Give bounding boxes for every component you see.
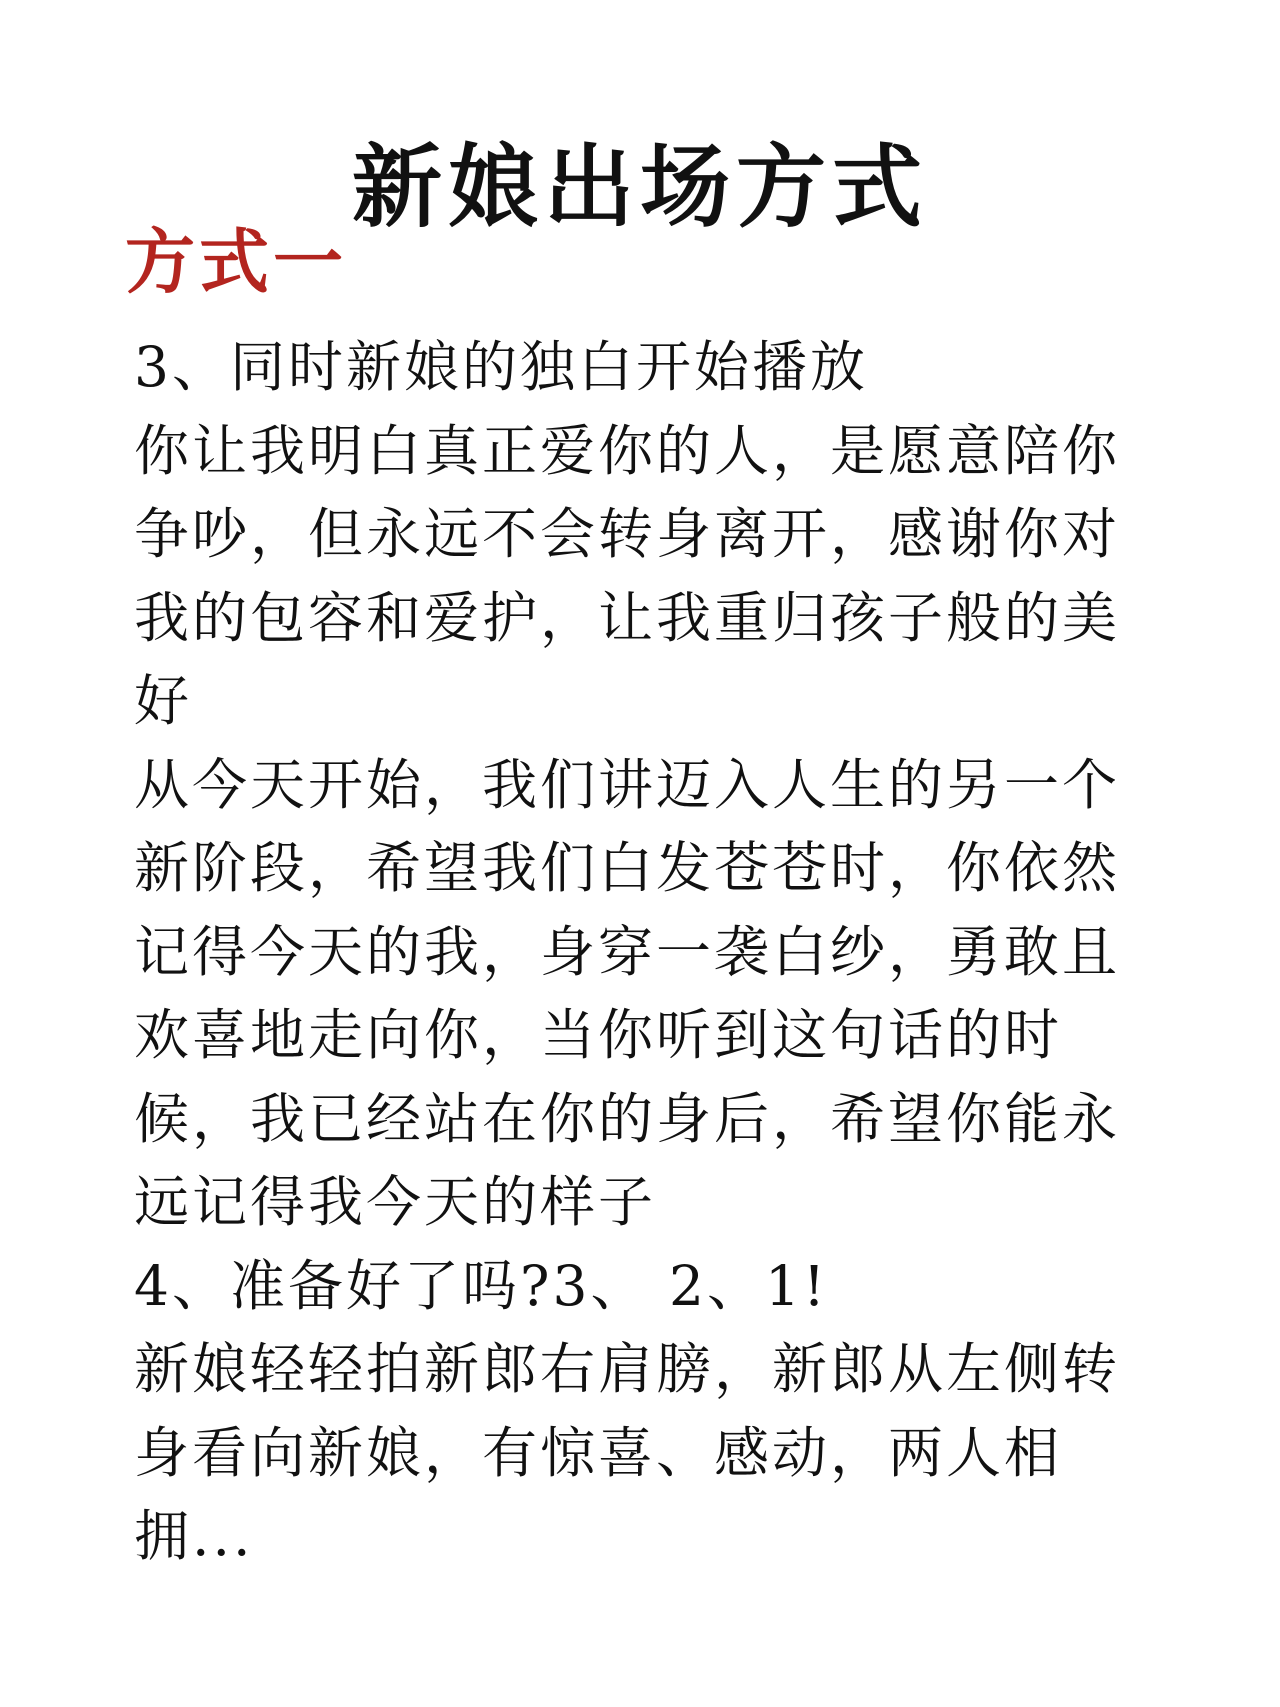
text-line: 新阶段，希望我们白发苍苍时，你依然 [134, 836, 1121, 900]
text-line: 欢喜地走向你，当你听到这句话的时 [134, 1003, 1063, 1067]
text-line: 4、准备好了吗?3、 2、1! [134, 1253, 829, 1318]
section-heading: 方式一 [125, 220, 347, 303]
text-line: 你让我明白真正爱你的人，是愿意陪你 [134, 418, 1121, 483]
monologue-paragraph-2 [134, 744, 1154, 1245]
text-line: 好 [134, 669, 193, 733]
text-line: 候，我已经站在你的身后，希望你能永 [134, 1086, 1121, 1151]
text-line: 从今天开始，我们讲迈入人生的另一个 [134, 752, 1121, 817]
closing-paragraph [134, 1328, 1154, 1579]
text-line: 3、同时新娘的独白开始播放 [134, 335, 868, 399]
text-line: 争吵，但永远不会转身离开，感谢你对 [134, 502, 1121, 566]
step-3-heading [134, 326, 1154, 410]
page-title: 新娘出场方式 [352, 134, 928, 241]
text-line: 拥... [134, 1504, 254, 1568]
text-line: 远记得我今天的样子 [134, 1170, 657, 1234]
monologue-paragraph-1 [134, 410, 1154, 744]
step-4-heading [134, 1245, 1154, 1329]
article-body [134, 326, 1154, 1579]
text-line: 身看向新娘，有惊喜、感动，两人相 [134, 1420, 1063, 1485]
text-line: 我的包容和爱护，让我重归孩子般的美 [134, 585, 1121, 650]
text-line: 新娘轻轻拍新郎右肩膀，新郎从左侧转 [134, 1337, 1121, 1401]
text-line: 记得今天的我，身穿一袭白纱，勇敢且 [134, 919, 1121, 984]
